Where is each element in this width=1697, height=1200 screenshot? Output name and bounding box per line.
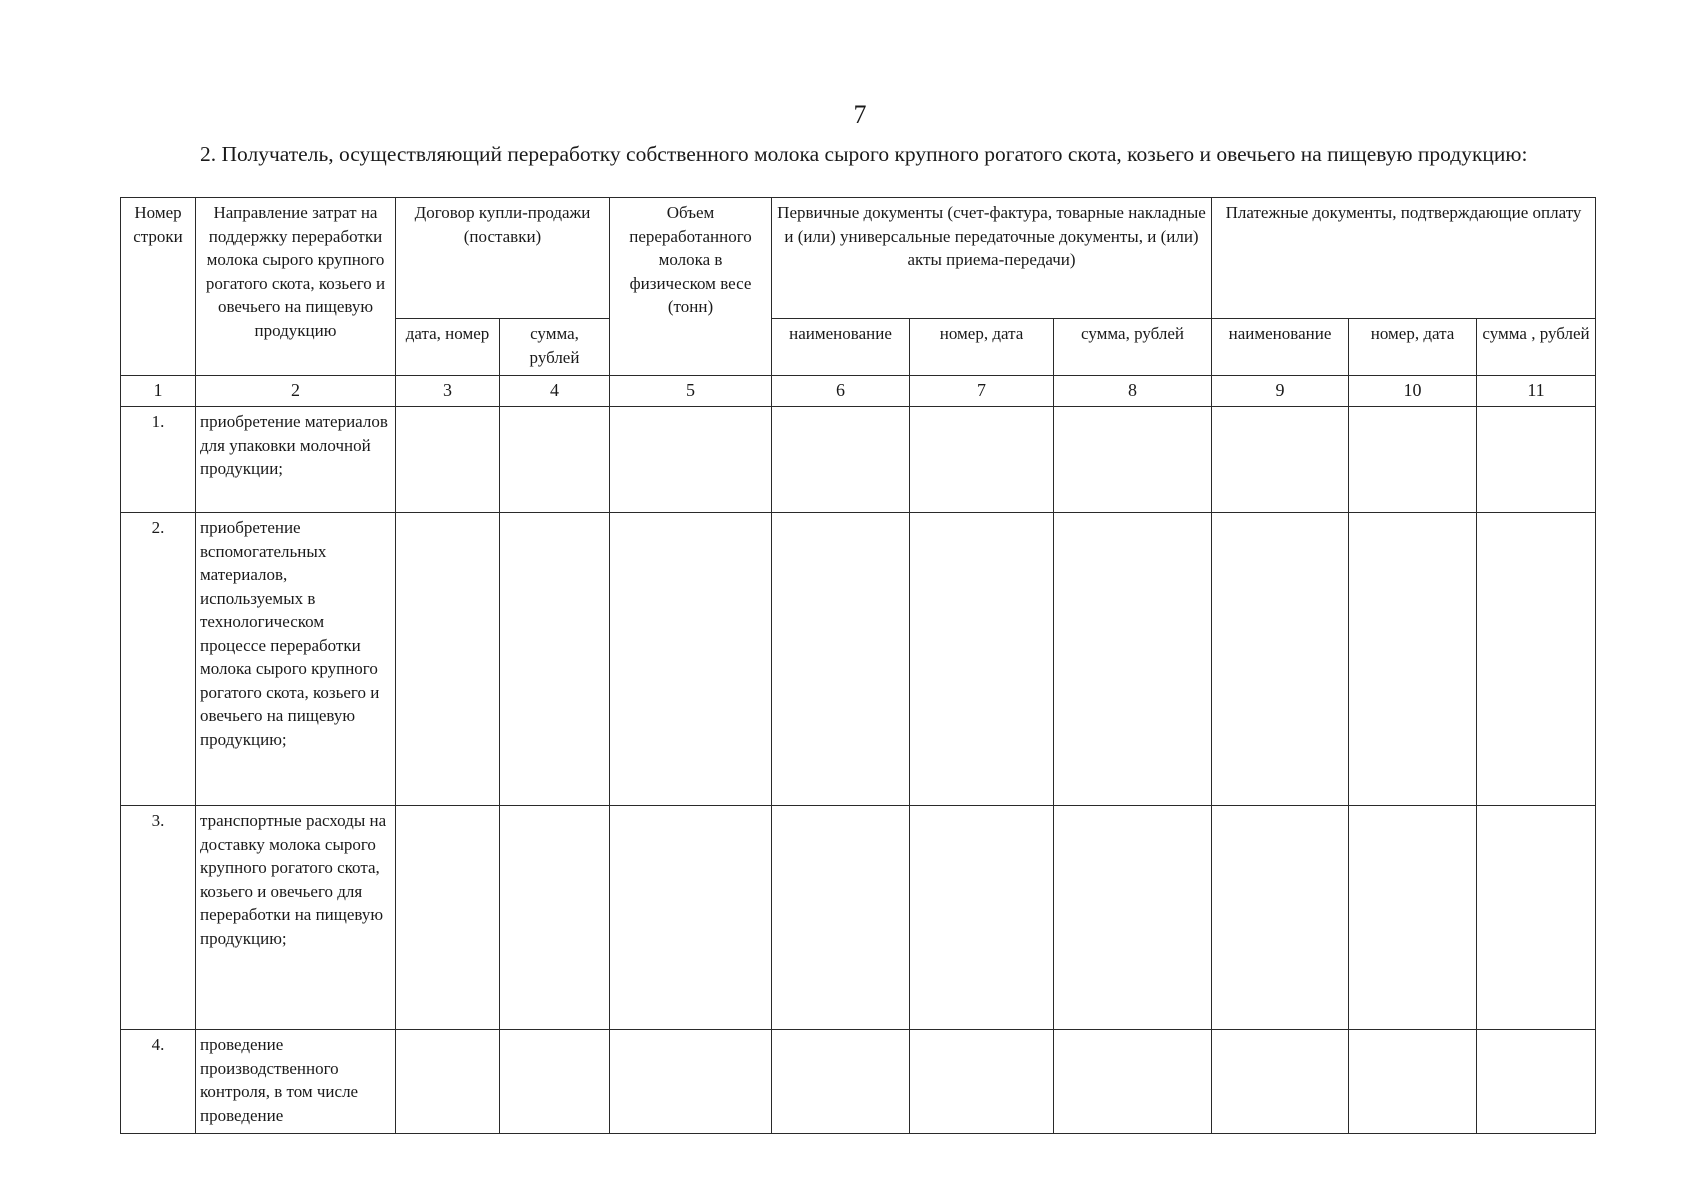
header-contract: Договор купли-продажи (поставки) (396, 198, 610, 319)
column-number: 11 (1477, 376, 1596, 407)
empty-cell[interactable] (1477, 407, 1596, 513)
empty-cell[interactable] (1349, 806, 1477, 1030)
row-direction: транспортные расходы на доставку молока сырого крупного рогатого скота, козьего и овечьего для переработки на пищевую продукцию; (196, 806, 396, 1030)
header-primary-name: наименование (772, 319, 910, 376)
empty-cell[interactable] (772, 407, 910, 513)
empty-cell[interactable] (396, 513, 500, 806)
empty-cell[interactable] (1212, 1030, 1349, 1134)
column-number: 9 (1212, 376, 1349, 407)
column-number-row (121, 376, 1596, 407)
header-row-number: Номер строки (121, 198, 196, 376)
empty-cell[interactable] (1054, 407, 1212, 513)
empty-cell[interactable] (610, 407, 772, 513)
row-number: 3. (121, 806, 196, 1030)
column-number: 1 (121, 376, 196, 407)
empty-cell[interactable] (910, 1030, 1054, 1134)
empty-cell[interactable] (396, 806, 500, 1030)
header-payment-name: наименование (1212, 319, 1349, 376)
empty-cell[interactable] (910, 806, 1054, 1030)
header-contract-sum: сумма, рублей (500, 319, 610, 376)
header-volume: Объем переработанного молока в физическом весе (тонн) (610, 198, 772, 376)
empty-cell[interactable] (610, 513, 772, 806)
empty-cell[interactable] (1349, 1030, 1477, 1134)
empty-cell[interactable] (1477, 1030, 1596, 1134)
empty-cell[interactable] (1349, 407, 1477, 513)
empty-cell[interactable] (1212, 513, 1349, 806)
empty-cell[interactable] (910, 407, 1054, 513)
column-number: 6 (772, 376, 910, 407)
header-contract-date: дата, номер (396, 319, 500, 376)
empty-cell[interactable] (772, 1030, 910, 1134)
empty-cell[interactable] (1054, 1030, 1212, 1134)
table-row (121, 806, 1596, 1030)
header-primary-number: номер, дата (910, 319, 1054, 376)
column-number: 8 (1054, 376, 1212, 407)
row-direction: проведение производственного контроля, в том числе проведение (196, 1030, 396, 1134)
column-number: 4 (500, 376, 610, 407)
empty-cell[interactable] (1349, 513, 1477, 806)
table-row (121, 407, 1596, 513)
intro-paragraph: 2. Получатель, осуществляющий переработку собственного молока сырого крупного рогатого скота, козьего и овечьего на пищевую продукцию: (200, 142, 1528, 166)
expense-table (120, 197, 1596, 1134)
empty-cell[interactable] (610, 1030, 772, 1134)
header-payment-sum: сумма , рублей (1477, 319, 1596, 376)
empty-cell[interactable] (772, 806, 910, 1030)
empty-cell[interactable] (1477, 513, 1596, 806)
table-row (121, 513, 1596, 806)
empty-cell[interactable] (1212, 806, 1349, 1030)
empty-cell[interactable] (1212, 407, 1349, 513)
header-payment-number: номер, дата (1349, 319, 1477, 376)
row-number: 4. (121, 1030, 196, 1134)
empty-cell[interactable] (500, 1030, 610, 1134)
empty-cell[interactable] (396, 1030, 500, 1134)
row-number: 2. (121, 513, 196, 806)
empty-cell[interactable] (500, 806, 610, 1030)
column-number: 2 (196, 376, 396, 407)
empty-cell[interactable] (1054, 806, 1212, 1030)
empty-cell[interactable] (610, 806, 772, 1030)
header-primary-sum: сумма, рублей (1054, 319, 1212, 376)
column-number: 3 (396, 376, 500, 407)
empty-cell[interactable] (500, 513, 610, 806)
page-number: 7 (853, 100, 867, 129)
column-number: 10 (1349, 376, 1477, 407)
header-primary-docs: Первичные документы (счет-фактура, товарные накладные и (или) универсальные передаточные документы, и (или) акты приема-передачи) (772, 198, 1212, 319)
empty-cell[interactable] (500, 407, 610, 513)
empty-cell[interactable] (396, 407, 500, 513)
header-payment-docs: Платежные документы, подтверждающие оплату (1212, 198, 1596, 319)
empty-cell[interactable] (1054, 513, 1212, 806)
column-number: 7 (910, 376, 1054, 407)
row-direction: приобретение вспомогательных материалов, используемых в технологическом процессе переработки молока сырого крупного рогатого скота, козьего и овечьего на пищевую продукцию; (196, 513, 396, 806)
header-row-1 (121, 198, 1596, 319)
table-row (121, 1030, 1596, 1134)
column-number: 5 (610, 376, 772, 407)
row-direction: приобретение материалов для упаковки молочной продукции; (196, 407, 396, 513)
header-direction: Направление затрат на поддержку переработки молока сырого крупного рогатого скота, козьего и овечьего на пищевую продукцию (196, 198, 396, 376)
empty-cell[interactable] (1477, 806, 1596, 1030)
row-number: 1. (121, 407, 196, 513)
empty-cell[interactable] (910, 513, 1054, 806)
empty-cell[interactable] (772, 513, 910, 806)
